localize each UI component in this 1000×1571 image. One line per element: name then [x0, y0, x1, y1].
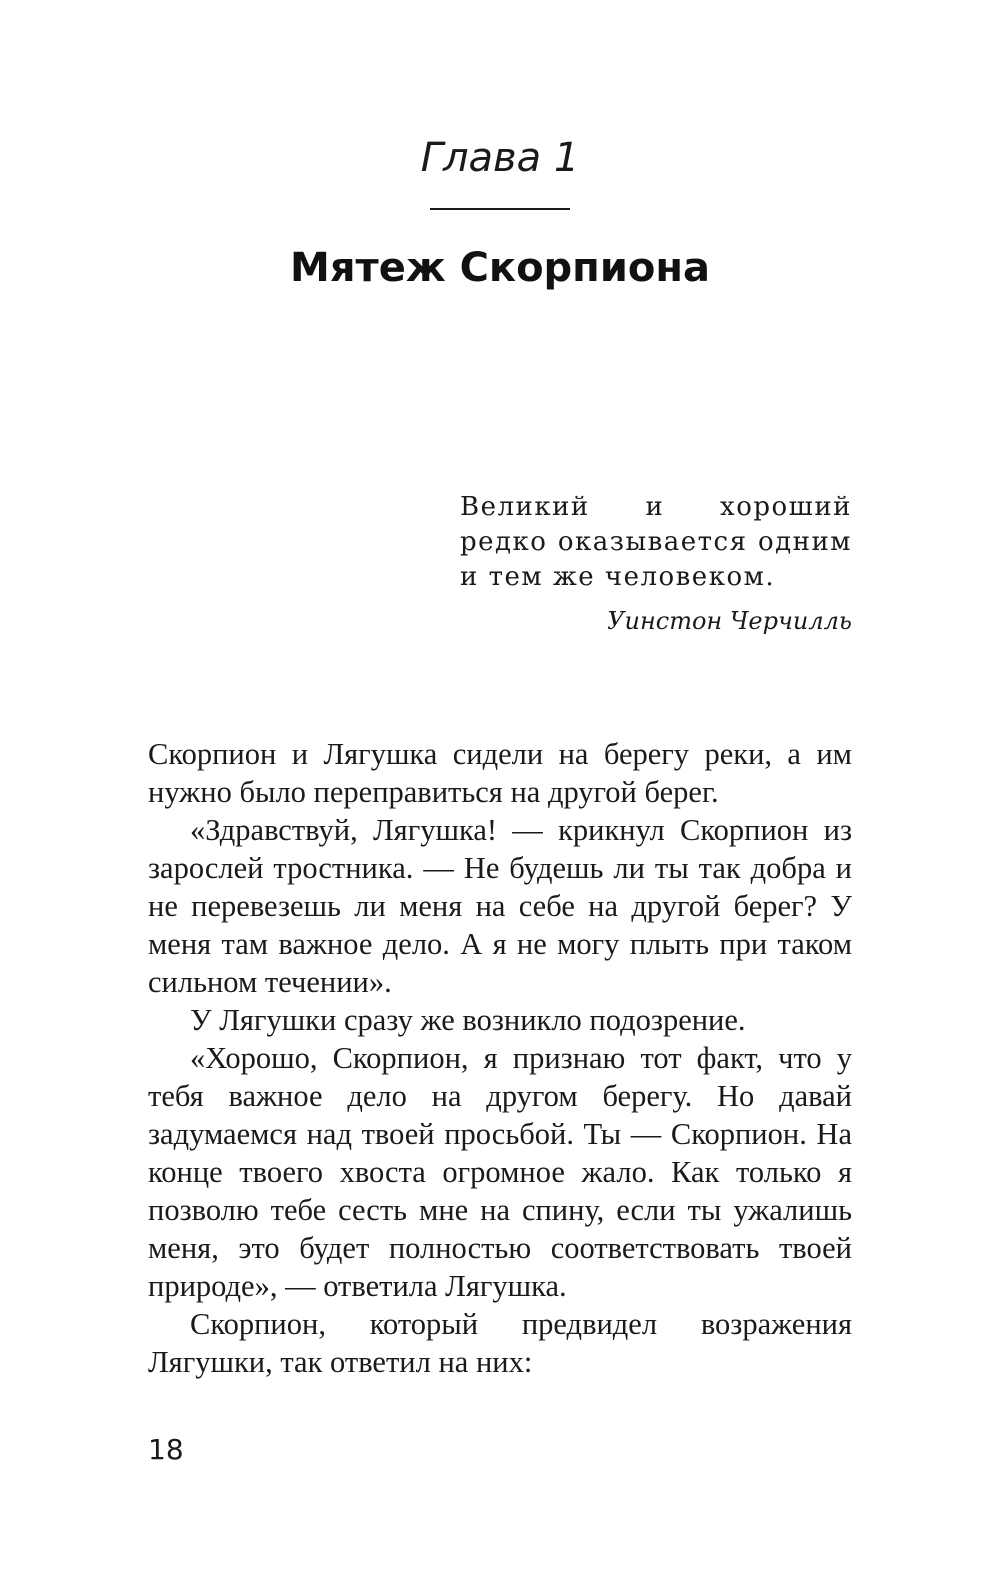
body-text	[148, 735, 852, 1381]
paragraph: Скорпион, который предвидел возражения Лягушки, так ответил на них:	[148, 1307, 852, 1379]
chapter-label: Глава 1	[420, 135, 580, 181]
chapter-divider	[430, 208, 570, 210]
chapter-title: Мятеж Скорпиона	[290, 245, 710, 291]
paragraph: «Здравствуй, Лягушка! — крикнул Скорпион из зарослей тростника. — Не будешь ли ты так добра и не перевезешь ли меня на себе на другой берег? У меня там важное дело. А я не могу плыть при таком сильном течении».	[148, 813, 852, 999]
page-number: 18	[148, 1433, 184, 1466]
paragraph: «Хорошо, Скорпион, я признаю тот факт, что у тебя важное дело на другом берегу. Но давай задумаемся над твоей просьбой. Ты — Скорпион. На конце твоего хвоста огромное жало. Как только я позволю тебе сесть мне на спину, если ты ужалишь меня, это будет полностью соответствовать твоей природе», — ответила Лягушка.	[148, 1041, 852, 1303]
epigraph-text: Великий и хороший редко оказывается одним и тем же человеком.	[460, 492, 852, 592]
paragraph: У Лягушки сразу же возникло подозрение.	[190, 1003, 746, 1037]
epigraph-author: Уинстон Черчилль	[607, 607, 852, 635]
paragraph: Скорпион и Лягушка сидели на берегу реки, а им нужно было переправиться на другой берег.	[148, 737, 852, 809]
